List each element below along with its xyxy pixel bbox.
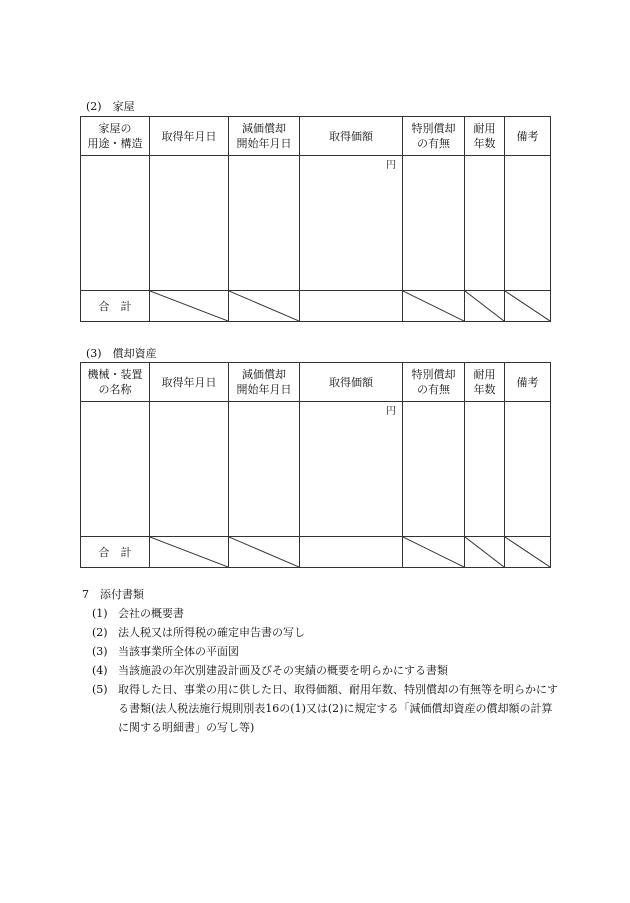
house-header-row — [81, 117, 551, 156]
diagonal-cell — [150, 537, 229, 568]
header-use-structure — [81, 117, 150, 156]
entry-cell[interactable] — [81, 402, 150, 537]
entry-cell[interactable] — [465, 402, 505, 537]
header-useful-life — [465, 117, 505, 156]
header-label: 減価償却 開始年月日 — [236, 368, 292, 396]
entry-cell[interactable] — [505, 402, 551, 537]
assets-header-row — [81, 363, 551, 402]
house-total-row — [81, 291, 551, 322]
attachment-item — [92, 642, 562, 661]
diagonal-cell — [229, 291, 300, 322]
entry-cell[interactable] — [81, 156, 150, 291]
entry-cell[interactable] — [229, 402, 300, 537]
header-label: 特別償却 の有無 — [411, 122, 456, 150]
header-machine-name — [81, 363, 150, 402]
header-remarks — [505, 363, 551, 402]
header-label: 取得価額 — [329, 375, 373, 389]
diagonal-cell — [465, 537, 505, 568]
yen-unit: 円 — [386, 160, 396, 171]
header-useful-life — [465, 363, 505, 402]
header-label: 耐用 年数 — [473, 368, 496, 396]
attachment-number: (1) — [92, 607, 108, 620]
diagonal-cell — [150, 291, 229, 322]
diagonal-cell — [229, 537, 300, 568]
header-label: 特別償却 の有無 — [411, 368, 456, 396]
entry-cell-cost[interactable] — [300, 402, 403, 537]
entry-cell[interactable] — [505, 156, 551, 291]
header-acquisition-cost — [300, 117, 403, 156]
diagonal-cell — [465, 291, 505, 322]
total-cost-cell[interactable] — [300, 537, 403, 568]
house-entry-row — [81, 156, 551, 291]
yen-unit: 円 — [386, 406, 396, 417]
attachment-text: 会社の概要書 — [118, 607, 184, 620]
entry-cell[interactable] — [403, 402, 465, 537]
attachment-number: (2) — [92, 626, 108, 639]
attachment-item — [92, 680, 562, 737]
header-label: 家屋の 用途・構造 — [87, 122, 143, 150]
assets-table — [80, 362, 551, 568]
total-cost-cell[interactable] — [300, 291, 403, 322]
attachments-list — [92, 604, 562, 737]
header-label: 取得年月日 — [161, 375, 217, 389]
attachment-number: (5) — [92, 683, 108, 696]
assets-section-title: (3) 償却資産 — [86, 347, 157, 360]
entry-cell[interactable] — [465, 156, 505, 291]
diagonal-cell — [505, 537, 551, 568]
house-section-title: (2) 家屋 — [86, 100, 135, 113]
entry-cell[interactable] — [229, 156, 300, 291]
diagonal-cell — [403, 537, 465, 568]
house-table — [80, 116, 551, 322]
diagonal-cell — [403, 291, 465, 322]
header-label: 減価償却 開始年月日 — [236, 122, 292, 150]
attachment-text: 当該施設の年次別建設計画及びその実績の概要を明らかにする書類 — [118, 664, 448, 677]
attachment-item — [92, 604, 562, 623]
attachment-text: 当該事業所全体の平面図 — [118, 645, 239, 658]
header-depreciation-start — [229, 363, 300, 402]
header-label: 取得年月日 — [161, 129, 217, 143]
header-label: 機械・装置 の名称 — [87, 368, 143, 396]
header-special-depreciation — [403, 117, 465, 156]
assets-total-row — [81, 537, 551, 568]
header-acquisition-date — [150, 363, 229, 402]
assets-entry-row — [81, 402, 551, 537]
attachment-item — [92, 661, 562, 680]
attachment-item — [92, 623, 562, 642]
attachment-text: 法人税又は所得税の確定申告書の写し — [118, 626, 305, 639]
header-label: 備考 — [516, 129, 539, 143]
header-depreciation-start — [229, 117, 300, 156]
entry-cell[interactable] — [403, 156, 465, 291]
header-label: 備考 — [516, 375, 539, 389]
header-label: 取得価額 — [329, 129, 373, 143]
header-acquisition-date — [150, 117, 229, 156]
entry-cell-cost[interactable] — [300, 156, 403, 291]
total-label: 合 計 — [81, 537, 150, 568]
entry-cell[interactable] — [150, 156, 229, 291]
attachments-title: 7 添付書類 — [82, 588, 144, 601]
entry-cell[interactable] — [150, 402, 229, 537]
total-label: 合 計 — [81, 291, 150, 322]
attachment-text: 取得した日、事業の用に供した日、取得価額、耐用年数、特別償却の有無等を明らかにする書類(法人税法施行規則別表16の(1)又は(2)に規定する「減価償却資産の償却額の計算に関する明細書」の写し等) — [118, 683, 558, 734]
header-remarks — [505, 117, 551, 156]
diagonal-cell — [505, 291, 551, 322]
header-acquisition-cost — [300, 363, 403, 402]
header-label: 耐用 年数 — [473, 122, 496, 150]
header-special-depreciation — [403, 363, 465, 402]
attachment-number: (4) — [92, 664, 108, 677]
attachment-number: (3) — [92, 645, 108, 658]
